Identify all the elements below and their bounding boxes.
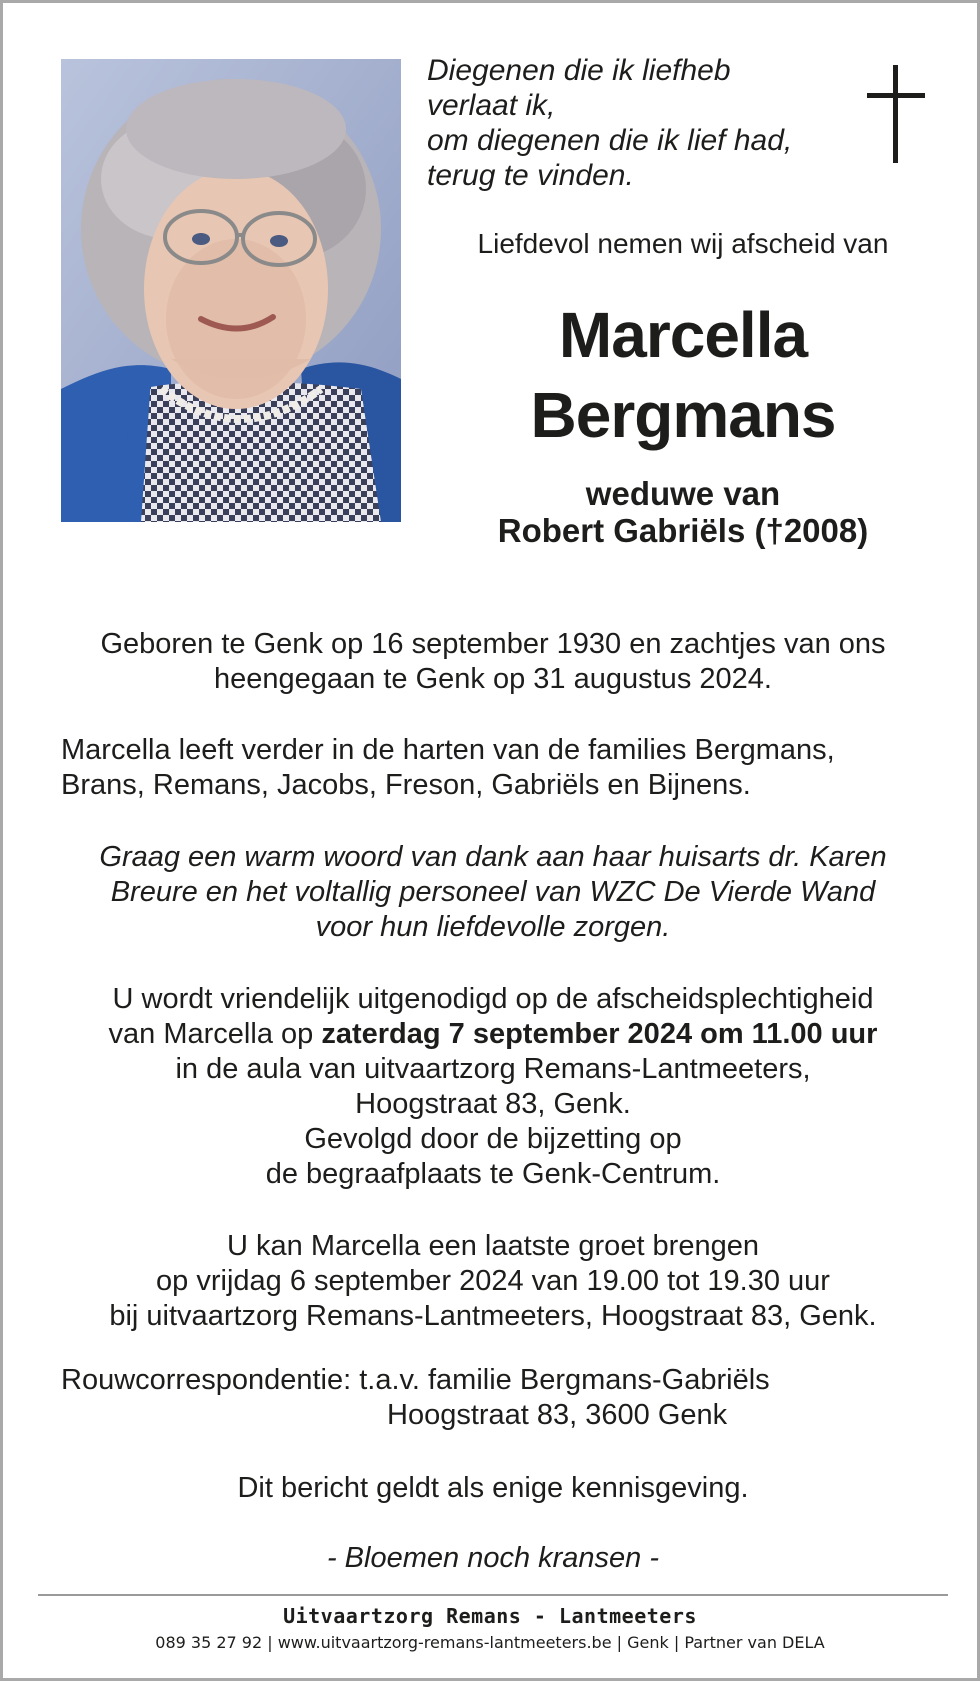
paragraph-line: Marcella leeft verder in de harten van de families Bergmans, [61,734,835,766]
funeral-home-contact: 089 35 27 92 | www.uitvaartzorg-remans-lantmeeters.be | Genk | Partner van DELA [155,1633,825,1652]
poem-line: terug te vinden. [427,159,634,192]
cross-icon [867,65,925,163]
last-name: Bergmans [530,379,836,451]
paragraph-line: - Bloemen noch kransen - [326,1542,660,1574]
first-name: Marcella [558,299,808,371]
families-paragraph [61,733,941,803]
paragraph-line: U kan Marcella een laatste groet brengen [227,1230,759,1262]
poem-line: verlaat ik, [427,89,556,122]
paragraph-line: Graag een warm woord van dank aan haar huisarts dr. Karen [99,841,887,873]
paragraph-line: U wordt vriendelijk uitgenodigd op de afscheidsplechtigheid [112,983,874,1015]
correspondence-paragraph [61,1363,941,1433]
paragraph-line: Breure en het voltallig personeel van WZC De Vierde Wand [110,876,876,908]
birth-death-paragraph [53,627,933,697]
spouse-info [433,475,933,549]
visit-paragraph [53,1229,933,1334]
ceremony-paragraph [53,982,933,1192]
funeral-home-name: Uitvaartzorg Remans - Lantmeeters [283,1604,697,1628]
portrait-photo [61,59,401,522]
paragraph-line: Brans, Remans, Jacobs, Freson, Gabriëls en Bijnens. [61,769,751,801]
paragraph-line: Dit bericht geldt als enige kennisgeving. [237,1472,749,1504]
farewell-intro: Liefdevol nemen wij afscheid van [477,228,889,259]
thanks-paragraph [53,840,933,945]
correspondence-address: Hoogstraat 83, 3600 Genk [387,1399,728,1431]
poem-line: Diegenen die ik liefheb [427,54,731,87]
paragraph-line: op vrijdag 6 september 2024 van 19.00 tot 19.30 uur [156,1265,830,1297]
paragraph-line: heengegaan te Genk op 31 augustus 2024. [214,663,772,695]
flowers-text [53,1541,933,1576]
ceremony-datetime: zaterdag 7 september 2024 om 11.00 uur [321,1018,878,1050]
paragraph-line: de begraafplaats te Genk-Centrum. [265,1158,721,1190]
paragraph-line: Hoogstraat 83, Genk. [355,1088,631,1120]
paragraph-line: bij uitvaartzorg Remans-Lantmeeters, Hoogstraat 83, Genk. [109,1300,877,1332]
paragraph-line [53,1017,933,1052]
ceremony-prefix: van Marcella op [108,1018,322,1050]
footer-divider [38,1594,948,1596]
portrait-illustration [61,59,401,522]
paragraph-line: voor hun liefdevolle zorgen. [315,911,671,943]
paragraph-line: in de aula van uitvaartzorg Remans-Lantmeeters, [175,1053,811,1085]
correspondence-line: Rouwcorrespondentie: t.a.v. familie Bergmans-Gabriëls [61,1364,770,1396]
poem-quote [427,53,827,193]
paragraph-line: Gevolgd door de bijzetting op [304,1123,682,1155]
deceased-name [433,295,933,455]
spouse-name: Robert Gabriëls (†2008) [497,512,869,549]
poem-line: om diegenen die ik lief had, [427,124,793,157]
notice-text [53,1471,933,1506]
paragraph-line: Geboren te Genk op 16 september 1930 en zachtjes van ons [100,628,886,660]
spouse-line: weduwe van [585,475,781,512]
